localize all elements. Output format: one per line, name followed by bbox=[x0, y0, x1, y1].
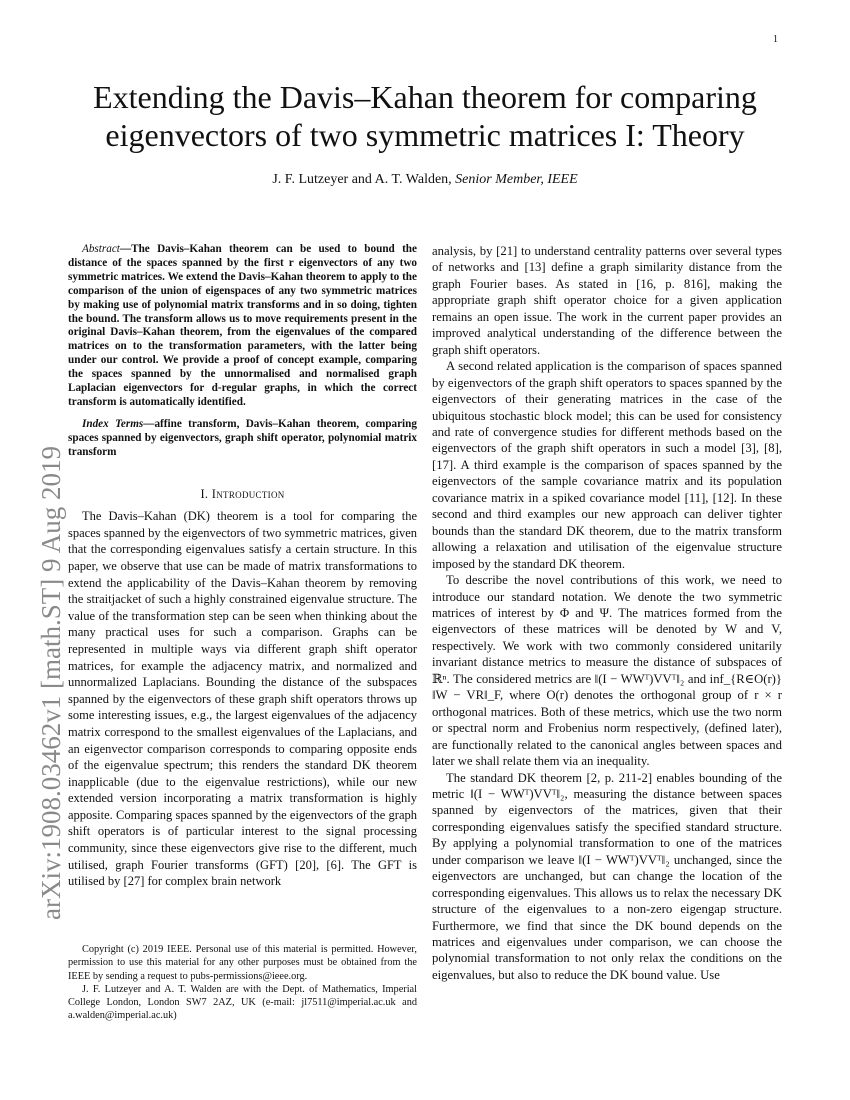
authors bbox=[60, 172, 790, 188]
right-paragraph-1: analysis, by [21] to understand centrality patterns over several types of networks and [13] define a graph similarity distance from the graph Fourier bases. As stated in [16, p. 816], making the appropriate graph shift operator choice for a given application remains an open issue. The work in the current paper provides an improved analytical understanding of the difference between the graph shift operators. bbox=[432, 244, 782, 357]
right-column bbox=[432, 243, 782, 983]
page-number: 1 bbox=[773, 34, 778, 45]
index-terms bbox=[68, 418, 417, 460]
title-block bbox=[60, 78, 790, 188]
index-terms-text: —affine transform, Davis–Kahan theorem, comparing spaces spanned by eigenvectors, graph shift operator, polynomial matrix transform bbox=[68, 417, 417, 458]
right-paragraph-3: To describe the novel contributions of this work, we need to introduce our standard notation. We denote the two symmetric matrices of interest by Φ and Ψ. The matrices formed from the eigenvectors of these matrices will be denoted by W and V, respectively. We work with two commonly considered unitarily invariant distance metrics to measure the distance of subspaces of ℝⁿ. The considered metrics are ‖(I − WWᵀ)VVᵀ‖₂ and inf_{R∈O(r)} ‖W − VR‖_F, where O(r) denotes the orthogonal group of r × r orthogonal matrices. Both of these metrics, which use the two norm or spectral norm and Frobenius norm respectively, (defined later), are functionally related to the canonical angles between spaces and later we shall relate them via an inequality. bbox=[432, 573, 782, 769]
section-heading bbox=[68, 486, 417, 503]
intro-paragraph-1: The Davis–Kahan (DK) theorem is a tool for comparing the spaces spanned by the eigenvectors of two symmetric matrices, given that the corresponding eigenvalues satisfy a certain structure. In this paper, we observe that use can be made of matrix transformations to extend the applicability of the Davis–Kahan theorem by removing the straitjacket of such a highly constrained eigenvalue structure. The value of the transformation step can be seen when thinking about the many practical uses for such a comparison. Graphs can be represented in multiple ways via different graph shift operator matrices, for example the adjacency matrix, and normalized and unnormalized Laplacians. Bounding the distance of the subspaces spanned by the eigenvectors of these graph shift operators throws up some interesting issues, e.g., the largest eigenvalues of the adjacency matrix correspond to the smallest eigenvalues of the Laplacians, and an eigenvector comparison corresponds to comparing opposite ends of the eigenvalue spectrum; this renders the standard DK theorem inapplicable (due to the eigenvalue restrictions), while our new extended version incorporating a matrix transformation is highly apposite. Comparing spaces spanned by the eigenvectors of the graph shift operators is of particular interest to the signal processing community, since these eigenvectors give rise to the different, much utilised, graph Fourier transforms (GFT) [20], [6]. The GFT is utilised by [27] for complex brain network bbox=[68, 509, 417, 889]
author-names: J. F. Lutzeyer and A. T. Walden, bbox=[272, 172, 452, 187]
section-number: I. bbox=[200, 486, 209, 501]
right-paragraph-4: The standard DK theorem [2, p. 211-2] enables bounding of the metric ‖(I − WWᵀ)VVᵀ‖₂, measuring the distance between spaces spanned by eigenvectors of the matrices, given that their corresponding eigenvalues satisfy the specified standard structure. By applying a polynomial transformation to one of the matrices under comparison we leave ‖(I − WWᵀ)VVᵀ‖₂ unchanged, since the eigenvectors are unchanged, but can change the location of the corresponding eigenvalues. This allows us to relax the necessary DK structure of the eigenvalues to a non-zero eigengap structure. Furthermore, we find that since the DK bound depends on the matrices and eigenvalues under comparison, we can choose the polynomial transformation to not only relax the conditions on the eigenvalues, but also to reduce the DK bound value. Use bbox=[432, 770, 782, 982]
abstract bbox=[68, 243, 417, 410]
index-terms-label: Index Terms bbox=[82, 417, 144, 430]
arxiv-stamp: arXiv:1908.03462v1 [math.ST] 9 Aug 2019 bbox=[36, 446, 66, 920]
right-paragraph-2: A second related application is the comparison of spaces spanned by eigenvectors of the graph shift operators to spaces spanned by the eigenvectors of their generating matrices in the case of the ubiquitous stochastic block model; this can be used for consistency and rate of convergence studies for different methods based on the eigenvectors of the graph shift operators in such a model [3], [8], [17]. A third example is the comparison of spaces spanned by the eigenvectors of the sample covariance matrix and its population covariance matrix in a spiked covariance model [11], [12]. In these second and third examples our new approach can deliver tighter bounds than the standard DK theorem, due to the matrix transform allowing a relaxation and utilisation of the eigenvalue structure imposed by the standard DK theorem. bbox=[432, 359, 782, 571]
author-membership: Senior Member, IEEE bbox=[455, 172, 578, 187]
paper-title-line-2: eigenvectors of two symmetric matrices I: Theory bbox=[105, 117, 745, 153]
abstract-label: Abstract bbox=[82, 243, 120, 255]
section-title: Introduction bbox=[211, 486, 285, 501]
copyright-footnote bbox=[68, 943, 417, 1023]
copyright-notice: Copyright (c) 2019 IEEE. Personal use of this material is permitted. However, permission to use this material for any other purposes must be obtained from the IEEE by sending a request to pubs-permissions@ieee.org. bbox=[68, 944, 417, 982]
abstract-text: —The Davis–Kahan theorem can be used to bound the distance of the spaces spanned by the first r eigenvectors of any two symmetric matrices. We extend the Davis–Kahan theorem to apply to the comparison of the union of eigenspaces of any two symmetric matrices by making use of polynomial matrix transforms and in so doing, tighten the bound. The transform allows us to move requirements present in the original Davis–Kahan theorem, from the eigenvalues of the compared matrices on to the transformation parameters, with the latter being under our control. We provide a proof of concept example, comparing the spaces spanned by the unnormalised and normalised graph Laplacian eigenvectors for d-regular graphs, in which the correct transform is automatically identified. bbox=[68, 243, 417, 408]
author-affiliation: J. F. Lutzeyer and A. T. Walden are with the Dept. of Mathematics, Imperial College London, London SW7 2AZ, UK (e-mail: jl7511@imperial.ac.uk and a.walden@imperial.ac.uk) bbox=[68, 983, 417, 1022]
paper-title-line-1: Extending the Davis–Kahan theorem for comparing bbox=[93, 79, 757, 115]
left-column bbox=[68, 243, 417, 890]
